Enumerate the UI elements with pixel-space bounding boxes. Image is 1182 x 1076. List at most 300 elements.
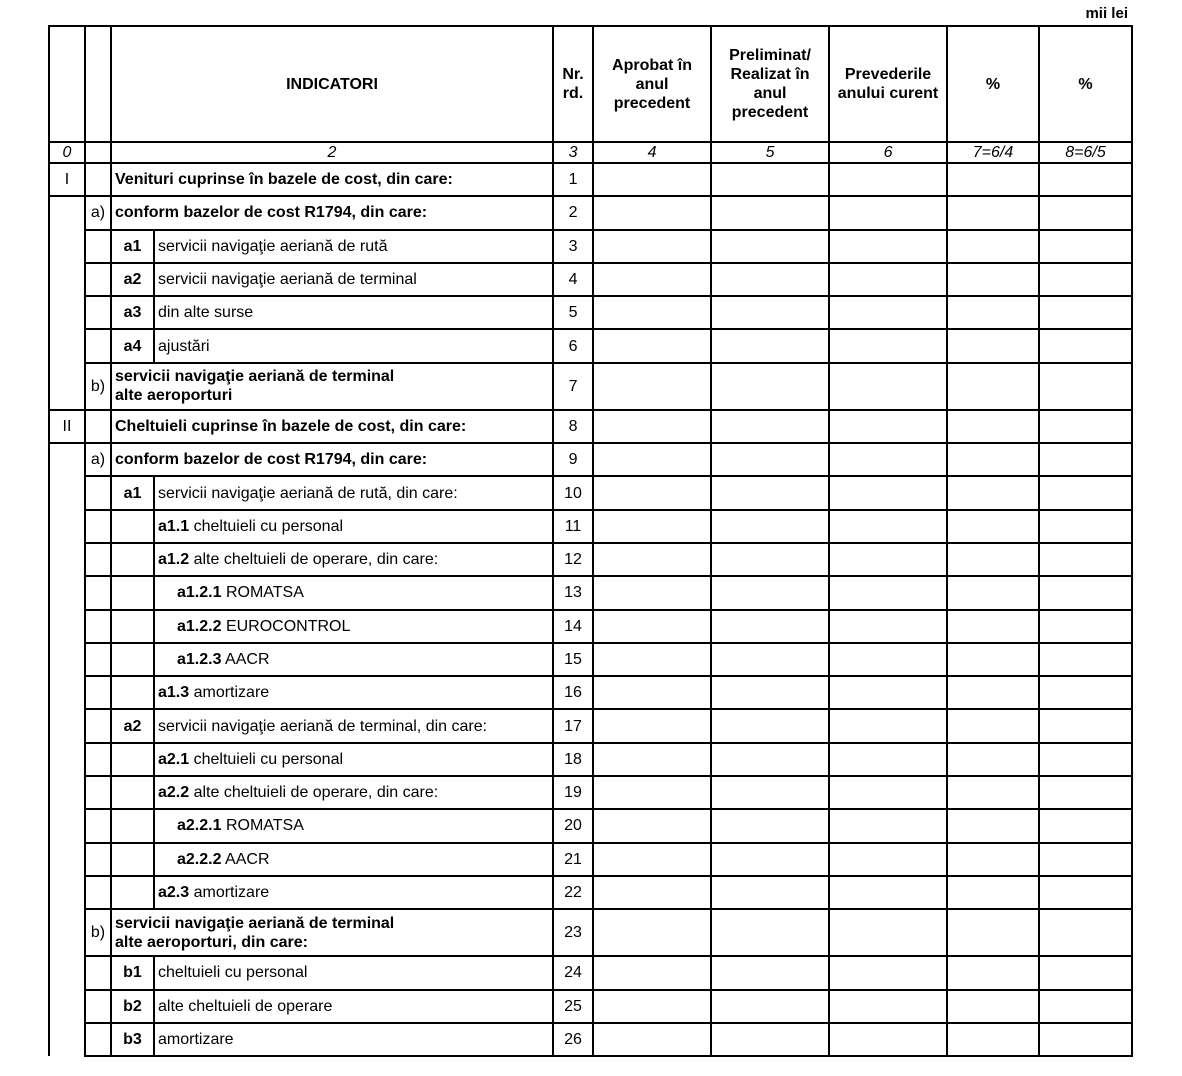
cell-preliminat [711, 809, 829, 842]
cell-pct7 [947, 230, 1039, 263]
cell-aprobat [593, 990, 711, 1023]
indicator-label-line1: servicii navigaţie aeriană de terminal [115, 368, 395, 386]
cell-aprobat [593, 443, 711, 476]
indicator-text: amortizare [193, 884, 270, 902]
indicator-label [154, 743, 553, 776]
indicator-code: a2.3 [158, 884, 190, 902]
cell-prevederile [829, 956, 947, 989]
cell-empty [49, 909, 85, 956]
cell-empty [85, 410, 111, 443]
cell-aprobat [593, 743, 711, 776]
cell-empty [85, 776, 111, 809]
cell-empty [85, 809, 111, 842]
item-code: a2 [111, 709, 154, 742]
cell-pct8 [1039, 909, 1132, 956]
indicator-code: a2.2 [158, 784, 190, 802]
cell-empty [85, 709, 111, 742]
item-code: a3 [111, 296, 154, 329]
item-code: a2 [111, 263, 154, 296]
cell-pct8 [1039, 510, 1132, 543]
cell-pct7 [947, 990, 1039, 1023]
subsection-letter: b) [85, 909, 111, 956]
column-number-row [49, 142, 1132, 163]
colnum-2: 2 [111, 142, 553, 163]
header-percent-7: % [947, 26, 1039, 142]
cell-pct8 [1039, 776, 1132, 809]
cell-pct8 [1039, 363, 1132, 410]
colnum-4: 4 [593, 142, 711, 163]
colnum-6: 6 [829, 142, 947, 163]
header-aprobat-line1: Aprobat în [612, 56, 693, 74]
cell-pct8 [1039, 196, 1132, 229]
cell-empty [49, 776, 85, 809]
cell-empty [85, 610, 111, 643]
cell-prevederile [829, 476, 947, 509]
indicator-code: a2.2.1 [177, 817, 222, 835]
indicator-label [154, 543, 553, 576]
indicator-label [154, 576, 553, 609]
cell-pct7 [947, 1023, 1039, 1056]
indicator-label [111, 909, 553, 956]
item-code: b1 [111, 956, 154, 989]
table-row [49, 363, 1132, 410]
indicator-label [111, 363, 553, 410]
indicator-label: servicii navigaţie aeriană de terminal, din care: [154, 709, 553, 742]
header-preliminat-line3: anul [753, 85, 787, 102]
indicator-label [154, 676, 553, 709]
cell-aprobat [593, 510, 711, 543]
row-number: 12 [553, 543, 593, 576]
cell-empty [49, 196, 85, 229]
cell-preliminat [711, 990, 829, 1023]
cell-prevederile [829, 743, 947, 776]
indicator-text: ROMATSA [225, 584, 304, 602]
cell-empty [85, 1023, 111, 1056]
table-row [49, 843, 1132, 876]
indicator-code: a2.1 [158, 750, 190, 768]
cell-preliminat [711, 776, 829, 809]
indicator-label: servicii navigaţie aeriană de rută [154, 230, 553, 263]
cell-preliminat [711, 296, 829, 329]
cell-pct8 [1039, 990, 1132, 1023]
cell-prevederile [829, 776, 947, 809]
cell-empty [85, 230, 111, 263]
indicator-label [154, 510, 553, 543]
cell-aprobat [593, 643, 711, 676]
cell-preliminat [711, 956, 829, 989]
cell-empty [111, 543, 154, 576]
cell-prevederile [829, 1023, 947, 1056]
cell-preliminat [711, 410, 829, 443]
cell-pct7 [947, 329, 1039, 362]
subsection-letter: a) [85, 196, 111, 229]
cell-empty [85, 843, 111, 876]
unit-label: mii lei [1085, 5, 1128, 22]
indicator-code: a1.2.2 [177, 617, 222, 635]
header-preliminat-line1: Preliminat/ [729, 47, 811, 64]
cell-prevederile [829, 709, 947, 742]
table-row [49, 443, 1132, 476]
indicator-text: AACR [225, 651, 270, 668]
indicator-label [154, 809, 553, 842]
subsection-letter: b) [85, 363, 111, 410]
cell-pct8 [1039, 410, 1132, 443]
cell-preliminat [711, 1023, 829, 1056]
cell-empty [49, 263, 85, 296]
table-row [49, 576, 1132, 609]
row-number: 15 [553, 643, 593, 676]
cell-pct8 [1039, 956, 1132, 989]
indicator-label: Cheltuieli cuprinse în bazele de cost, din care: [111, 410, 553, 443]
cell-aprobat [593, 709, 711, 742]
cell-prevederile [829, 676, 947, 709]
indicator-label: servicii navigaţie aeriană de rută, din care: [154, 476, 553, 509]
cell-pct7 [947, 363, 1039, 410]
cell-prevederile [829, 196, 947, 229]
cell-empty [49, 363, 85, 410]
indicator-label: ajustări [154, 329, 553, 362]
indicator-label [154, 610, 553, 643]
row-number: 20 [553, 809, 593, 842]
cell-prevederile [829, 263, 947, 296]
cell-pct7 [947, 709, 1039, 742]
cell-empty [49, 329, 85, 362]
item-code: a1 [111, 476, 154, 509]
indicator-code: a1.2 [158, 551, 190, 569]
row-number: 24 [553, 956, 593, 989]
row-number: 11 [553, 510, 593, 543]
cell-prevederile [829, 876, 947, 909]
indicator-code: a1.2.3 [177, 651, 222, 668]
indicator-code: a1.2.1 [177, 584, 222, 602]
cell-aprobat [593, 543, 711, 576]
cell-pct8 [1039, 163, 1132, 196]
cell-preliminat [711, 363, 829, 410]
cell-preliminat [711, 263, 829, 296]
cell-pct7 [947, 643, 1039, 676]
cell-aprobat [593, 296, 711, 329]
cell-empty [49, 576, 85, 609]
cell-pct7 [947, 163, 1039, 196]
cell-prevederile [829, 329, 947, 362]
cell-prevederile [829, 610, 947, 643]
cell-empty [85, 876, 111, 909]
row-number: 9 [553, 443, 593, 476]
cell-pct8 [1039, 843, 1132, 876]
cell-prevederile [829, 163, 947, 196]
cell-pct7 [947, 956, 1039, 989]
item-code: a4 [111, 329, 154, 362]
cell-aprobat [593, 876, 711, 909]
indicator-text: alte cheltuieli de operare, din care: [193, 551, 439, 569]
header-preliminat-line2: Realizat în [730, 66, 810, 83]
indicator-label: alte cheltuieli de operare [154, 990, 553, 1023]
cell-preliminat [711, 676, 829, 709]
cell-pct8 [1039, 1023, 1132, 1056]
cell-pct8 [1039, 329, 1132, 362]
cell-prevederile [829, 990, 947, 1023]
table-row [49, 1023, 1132, 1056]
cell-pct8 [1039, 643, 1132, 676]
row-number: 22 [553, 876, 593, 909]
header-aprobat-line2: anul [635, 75, 669, 93]
cell-aprobat [593, 410, 711, 443]
row-number: 5 [553, 296, 593, 329]
header-col0 [49, 26, 85, 142]
indicator-text: alte cheltuieli de operare, din care: [193, 784, 439, 802]
cell-pct7 [947, 296, 1039, 329]
cell-empty [49, 443, 85, 476]
indicator-code: a1.1 [158, 517, 190, 535]
cell-prevederile [829, 909, 947, 956]
cell-empty [49, 543, 85, 576]
row-number: 4 [553, 263, 593, 296]
cell-empty [49, 876, 85, 909]
cell-pct8 [1039, 876, 1132, 909]
cell-aprobat [593, 576, 711, 609]
row-number: 17 [553, 709, 593, 742]
cell-pct7 [947, 576, 1039, 609]
cell-empty [85, 510, 111, 543]
indicator-label [154, 876, 553, 909]
colnum-0: 0 [49, 142, 85, 163]
cell-pct8 [1039, 543, 1132, 576]
cell-pct8 [1039, 676, 1132, 709]
cell-prevederile [829, 510, 947, 543]
cell-empty [85, 956, 111, 989]
cell-aprobat [593, 676, 711, 709]
row-number: 18 [553, 743, 593, 776]
table-row [49, 643, 1132, 676]
header-row [49, 26, 1132, 142]
cell-preliminat [711, 876, 829, 909]
header-preliminat [711, 26, 829, 142]
cell-empty [49, 296, 85, 329]
cell-prevederile [829, 643, 947, 676]
table-row [49, 410, 1132, 443]
cell-pct8 [1039, 296, 1132, 329]
table-row [49, 776, 1132, 809]
cell-empty [49, 676, 85, 709]
table-row [49, 510, 1132, 543]
indicators-table [48, 25, 1133, 1057]
cell-pct8 [1039, 263, 1132, 296]
indicator-label [154, 643, 553, 676]
cell-aprobat [593, 1023, 711, 1056]
cell-aprobat [593, 230, 711, 263]
cell-preliminat [711, 230, 829, 263]
cell-pct8 [1039, 743, 1132, 776]
cell-prevederile [829, 296, 947, 329]
cell-pct8 [1039, 476, 1132, 509]
row-number: 16 [553, 676, 593, 709]
cell-aprobat [593, 476, 711, 509]
indicator-text: cheltuieli cu personal [193, 750, 344, 768]
table-row [49, 709, 1132, 742]
header-nr-rd-line2: rd. [562, 85, 584, 102]
cell-pct7 [947, 809, 1039, 842]
cell-prevederile [829, 576, 947, 609]
indicator-label: conform bazelor de cost R1794, din care: [111, 443, 553, 476]
cell-aprobat [593, 329, 711, 362]
cell-prevederile [829, 809, 947, 842]
table-row [49, 610, 1132, 643]
item-code: b2 [111, 990, 154, 1023]
cell-pct7 [947, 543, 1039, 576]
row-number: 13 [553, 576, 593, 609]
indicator-label: din alte surse [154, 296, 553, 329]
row-number: 23 [553, 909, 593, 956]
colnum-7: 7=6/4 [947, 142, 1039, 163]
table-row [49, 956, 1132, 989]
cell-pct8 [1039, 809, 1132, 842]
cell-empty [85, 329, 111, 362]
row-number: 21 [553, 843, 593, 876]
indicator-label: conform bazelor de cost R1794, din care: [111, 196, 553, 229]
header-aprobat [593, 26, 711, 142]
cell-pct7 [947, 610, 1039, 643]
row-number: 10 [553, 476, 593, 509]
indicator-label [154, 776, 553, 809]
cell-preliminat [711, 543, 829, 576]
cell-aprobat [593, 956, 711, 989]
indicator-code: a1.3 [158, 684, 190, 702]
indicator-label-line2: alte aeroporturi [115, 387, 233, 405]
cell-empty [111, 876, 154, 909]
cell-preliminat [711, 576, 829, 609]
subsection-letter: a) [85, 443, 111, 476]
cell-pct7 [947, 510, 1039, 543]
table-row [49, 329, 1132, 362]
item-code: a1 [111, 230, 154, 263]
cell-empty [49, 956, 85, 989]
cell-prevederile [829, 410, 947, 443]
cell-empty [49, 643, 85, 676]
table-row [49, 196, 1132, 229]
section-roman: I [49, 163, 85, 196]
cell-pct7 [947, 676, 1039, 709]
cell-preliminat [711, 843, 829, 876]
cell-aprobat [593, 909, 711, 956]
cell-pct7 [947, 909, 1039, 956]
table-row [49, 676, 1132, 709]
indicator-label: amortizare [154, 1023, 553, 1056]
cell-preliminat [711, 709, 829, 742]
cell-empty [85, 676, 111, 709]
indicator-label: servicii navigaţie aeriană de terminal [154, 263, 553, 296]
cell-pct7 [947, 476, 1039, 509]
indicator-label-line2: alte aeroporturi, din care: [115, 933, 308, 951]
indicator-code: a2.2.2 [177, 850, 222, 868]
cell-empty [111, 809, 154, 842]
cell-preliminat [711, 476, 829, 509]
cell-empty [85, 743, 111, 776]
cell-aprobat [593, 263, 711, 296]
cell-empty [85, 296, 111, 329]
table-row [49, 876, 1132, 909]
cell-pct8 [1039, 576, 1132, 609]
row-number: 6 [553, 329, 593, 362]
table-row [49, 163, 1132, 196]
colnum-3: 3 [553, 142, 593, 163]
item-code: b3 [111, 1023, 154, 1056]
cell-preliminat [711, 163, 829, 196]
indicator-label: Venituri cuprinse în bazele de cost, din care: [111, 163, 553, 196]
row-number: 26 [553, 1023, 593, 1056]
cell-aprobat [593, 776, 711, 809]
cell-preliminat [711, 743, 829, 776]
cell-aprobat [593, 163, 711, 196]
row-number: 8 [553, 410, 593, 443]
indicator-text: EUROCONTROL [225, 617, 351, 635]
cell-pct8 [1039, 610, 1132, 643]
cell-pct7 [947, 876, 1039, 909]
colnum-8: 8=6/5 [1039, 142, 1132, 163]
cell-preliminat [711, 610, 829, 643]
colnum-5: 5 [711, 142, 829, 163]
cell-pct7 [947, 443, 1039, 476]
cell-aprobat [593, 610, 711, 643]
header-preliminat-line4: precedent [731, 104, 809, 121]
cell-empty [49, 709, 85, 742]
cell-empty [85, 990, 111, 1023]
cell-preliminat [711, 329, 829, 362]
cell-empty [111, 743, 154, 776]
table-row [49, 743, 1132, 776]
cell-aprobat [593, 196, 711, 229]
cell-pct7 [947, 263, 1039, 296]
table-row [49, 263, 1132, 296]
cell-preliminat [711, 196, 829, 229]
cell-empty [111, 510, 154, 543]
cell-empty [111, 776, 154, 809]
cell-prevederile [829, 843, 947, 876]
cell-aprobat [593, 809, 711, 842]
cell-empty [85, 476, 111, 509]
cell-pct7 [947, 196, 1039, 229]
indicator-text: ROMATSA [225, 817, 304, 835]
cell-prevederile [829, 230, 947, 263]
indicator-text: AACR [225, 850, 270, 868]
cell-empty [49, 476, 85, 509]
table-row [49, 476, 1132, 509]
cell-empty [49, 990, 85, 1023]
row-number: 2 [553, 196, 593, 229]
indicator-label: cheltuieli cu personal [154, 956, 553, 989]
indicator-text: amortizare [193, 684, 270, 702]
table-row [49, 909, 1132, 956]
cell-preliminat [711, 909, 829, 956]
table-row [49, 990, 1132, 1023]
cell-empty [85, 576, 111, 609]
indicator-label-line1: servicii navigaţie aeriană de terminal [115, 914, 395, 932]
cell-aprobat [593, 363, 711, 410]
cell-empty [49, 843, 85, 876]
colnum-1 [85, 142, 111, 163]
header-nr-rd [553, 26, 593, 142]
cell-empty [49, 743, 85, 776]
indicator-label [154, 843, 553, 876]
row-number: 1 [553, 163, 593, 196]
cell-empty [85, 643, 111, 676]
cell-prevederile [829, 443, 947, 476]
cell-empty [111, 643, 154, 676]
cell-empty [85, 263, 111, 296]
cell-pct8 [1039, 709, 1132, 742]
cell-empty [111, 843, 154, 876]
table-row [49, 809, 1132, 842]
header-prevederile-line1: Prevederile [844, 66, 932, 83]
